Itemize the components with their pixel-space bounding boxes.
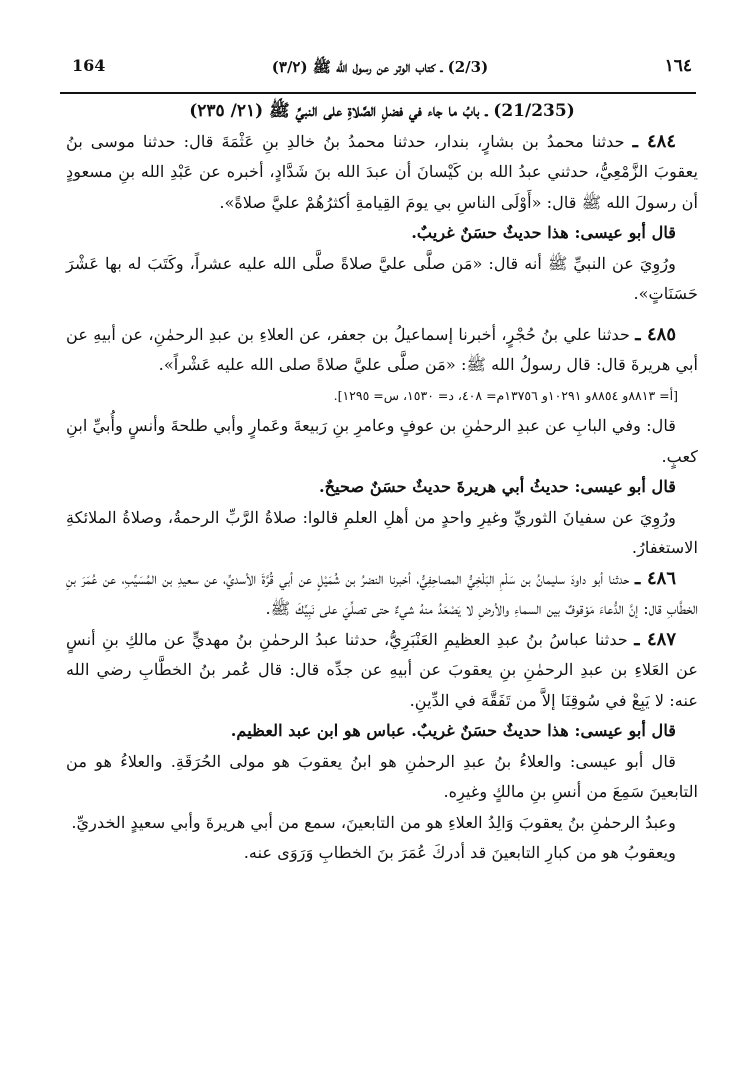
hadith-reference: [أ= ٨٨١٣و ٨٨٥٤و ١٠٢٩١و ١٣٧٥٦م= ٤٠٨، د= ١٥٣٠، س= ١٢٩٥].: [333, 387, 678, 403]
running-title: (2/3) ـ كتاب الوتر عن رسول الله ﷺ (٣/٢): [271, 58, 489, 76]
hadith-text: حدثنا أبو داودَ سليمانُ بن سَلْمِ البَلْخِيُّ المصاحِفِيُّ، أخبرنا النضرُ بن شُمَيْلٍ عن أبي قُرَّةَ الأسديِّ، عن سعيدِ بن المُسَيِّبِ، عن عُمَرَ بنِ الخطَّابِ قال: إنَّ الدُّعاءَ مَوْقوفٌ بين السماءِ والأرضِ لا يَصْعَدُ منهُ شيءٌ حتى تصلِّيَ على نَبِيِّكَ ﷺ.: [66, 568, 698, 618]
commentary-paragraph: وعبدُ الرحمٰنِ بنُ يعقوبَ وَالِدُ العلاءِ هو من التابعينَ، سمع من أبي هريرةَ وأبي سعيدٍ الخدريِّ.: [71, 812, 676, 832]
commentary-paragraph: ويعقوبُ هو من كبارِ التابعينَ قد أدركَ عُمَرَ بنَ الخطابِ وَرَوَى عنه.: [243, 843, 676, 862]
hadith-487: [66, 625, 698, 717]
hadith-text: حدثنا محمدُ بن بشارٍ، بندار، حدثنا محمدُ بنُ خالدِ بنِ عَثْمَةَ قال: حدثنا موسى بنُ يعقوبَ الزَّمْعِيُّ، حدثني عبدُ الله بن كَيْسانَ أن عبدَ الله بنَ شَدَّادٍ، أخبره عن عَبْدِ الله بنِ مسعودٍ أن رسولَ الله ﷺ قال: «أَوْلَى الناسِ بي يومَ القِيامةِ أكثرُهُمْ عليَّ صلاةً».: [66, 131, 698, 212]
commentary-paragraph: قال أبو عيسى: هذا حديثٌ حسَنٌ غريبٌ.: [411, 223, 676, 242]
hadith-486: [66, 564, 698, 625]
commentary-paragraph: ورُوِيَ عن سفيانَ الثوريِّ وغيرِ واحدٍ من أهلِ العلمِ قالوا: صلاةُ الرَّبِّ الرحمةُ، وصلاةُ الملائكةِ الاستغفارُ.: [66, 507, 698, 557]
commentary-paragraph: ورُوِيَ عن النبيِّ ﷺ أنه قال: «مَن صلَّى عليَّ صلاةً صلَّى الله عليه عشراً، وكَتَبَ له بها عَشْرَ حَسَنَاتٍ».: [66, 253, 698, 303]
hadith-number: ٤٨٥ ـ: [635, 323, 676, 345]
chapter-title: (21/235) ـ بابُ ما جاء في فضلِ الصَّلاةِ على النبيِّ ﷺ (٢١/ ٢٣٥): [189, 101, 575, 121]
hadith-text: حدثنا علي بنُ حُجْرٍ، أخبرنا إسماعيلُ بن جعفر، عن العلاءِ بن عبدِ الرحمٰنِ، عن أبيهِ عن أبي هريرةَ قال: قال رسولُ الله ﷺ: «مَن صلَّى عليَّ صلاةً صلى الله عليه عَشْراً».: [66, 324, 698, 374]
hadith-485: [66, 320, 698, 381]
hadith-number: ٤٨٤ ـ: [632, 130, 676, 152]
commentary-paragraph: قال أبو عيسى: هذا حديثٌ حسَنٌ غريبٌ. عباس هو ابن عبد العظيم.: [230, 721, 676, 740]
commentary-paragraph: قال أبو عيسى: حديثُ أبي هريرةَ حديثٌ حسَنٌ صحيحٌ.: [319, 477, 676, 496]
commentary-paragraph: قال: وفي البابِ عن عبدِ الرحمٰنِ بن عوفٍ وعامرِ بنِ رَبيعةَ وعَمارٍ وأبي طلحةَ وأنسٍ وأُبيِّ ابنِ كعبٍ.: [66, 416, 698, 466]
hadith-484: [66, 127, 698, 219]
page-body: [66, 96, 698, 869]
commentary-paragraph: قال أبو عيسى: والعلاءُ بنُ عبدِ الرحمٰنِ هو ابنُ يعقوبَ هو مولى الحُرَقَةِ. والعلاءُ هو من التابعينَ سَمِعَ من أنسِ بنِ مالكٍ وغيرِه.: [66, 751, 698, 801]
page-number-latin: 164: [72, 56, 106, 75]
hadith-text: حدثنا عباسُ بنُ عبدِ العظيمِ العَنْبَرِيُّ، حدثنا عبدُ الرحمٰنِ بنُ مهديٍّ عن مالكِ بنِ أنسٍ عن العَلاءِ بن عبدِ الرحمٰنِ بنِ يعقوبَ عن أبيهِ عن جدِّه قال: قال عُمر بنُ الخطَّابِ رضي الله عنه: لا يَبِعْ في سُوقِنَا إلاَّ من تَفَقَّهَ في الدِّينِ.: [66, 629, 698, 710]
hadith-number: ٤٨٦ ـ: [635, 567, 676, 589]
hadith-number: ٤٨٧ ـ: [634, 628, 676, 650]
running-header: [60, 50, 696, 94]
page-number-arabic: ١٦٤: [664, 56, 692, 76]
